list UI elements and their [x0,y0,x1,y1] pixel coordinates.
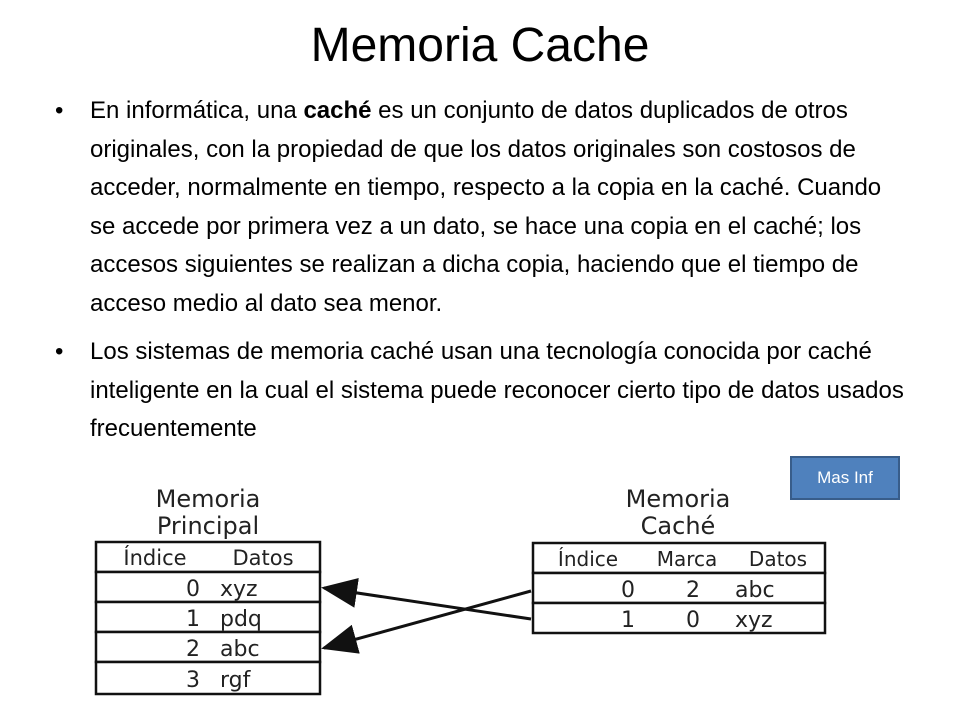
principal-row-0-index: 0 [186,577,200,602]
cache-row-1-data: xyz [735,608,773,633]
principal-row [96,662,320,694]
bullet-1-bold-term: caché [303,97,372,124]
cache-title-line2: Caché [640,512,716,540]
mas-info-button[interactable]: Mas Inf [790,456,900,500]
cache-row [533,603,825,633]
bullet-1-text-pre: En informática, una [90,97,304,124]
cache-table [533,543,825,633]
principal-header-data: Datos [232,546,294,570]
cache-row-1-index: 1 [621,608,635,633]
principal-header-index: Índice [123,546,187,570]
principal-row [96,572,320,602]
cache-row-1-tag: 0 [686,608,700,633]
cache-header-index: Índice [557,547,619,571]
slide-title: Memoria Cache [310,19,650,72]
principal-row-3-index: 3 [186,668,200,693]
principal-row-1-index: 1 [186,607,200,632]
principal-row-3-data: rgf [220,668,251,693]
cache-title-line1: Memoria [625,485,731,513]
principal-row-1-data: pdq [220,607,262,632]
cache-row-0-tag: 2 [686,578,700,603]
principal-row [96,632,320,662]
principal-title-line1: Memoria [155,485,261,513]
principal-row-0-data: xyz [220,577,258,602]
cache-row [533,573,825,603]
arrow-cache-row0-to-principal-row2 [324,591,531,648]
principal-row-2-data: abc [220,637,260,662]
cache-row-0-data: abc [735,578,775,603]
principal-table [96,542,320,694]
bullet-1-text-post: es un conjunto de datos duplicados de otros originales, con la propiedad de que los datos originales son costosos de acceder, normalmente en tiempo, respecto a la copia en la caché. Cuando se accede por primera vez a un dato, se hace una copia en el caché; los accesos siguientes se realizan a dicha copia, haciendo que el tiempo de acceso medio al dato sea menor. [90,97,882,317]
principal-row-2-index: 2 [186,637,200,662]
cache-header-data: Datos [748,547,808,571]
cache-row-0-index: 0 [621,578,635,603]
arrow-cache-row1-to-principal-row0 [324,588,531,619]
principal-row [96,602,320,632]
principal-title-line2: Principal [156,512,260,540]
cache-header-tag: Marca [656,547,718,571]
bullet-2-text: Los sistemas de memoria caché usan una tecnología conocida por caché inteligente en la cual el sistema puede reconocer cierto tipo de datos usados frecuentemente [90,338,904,442]
